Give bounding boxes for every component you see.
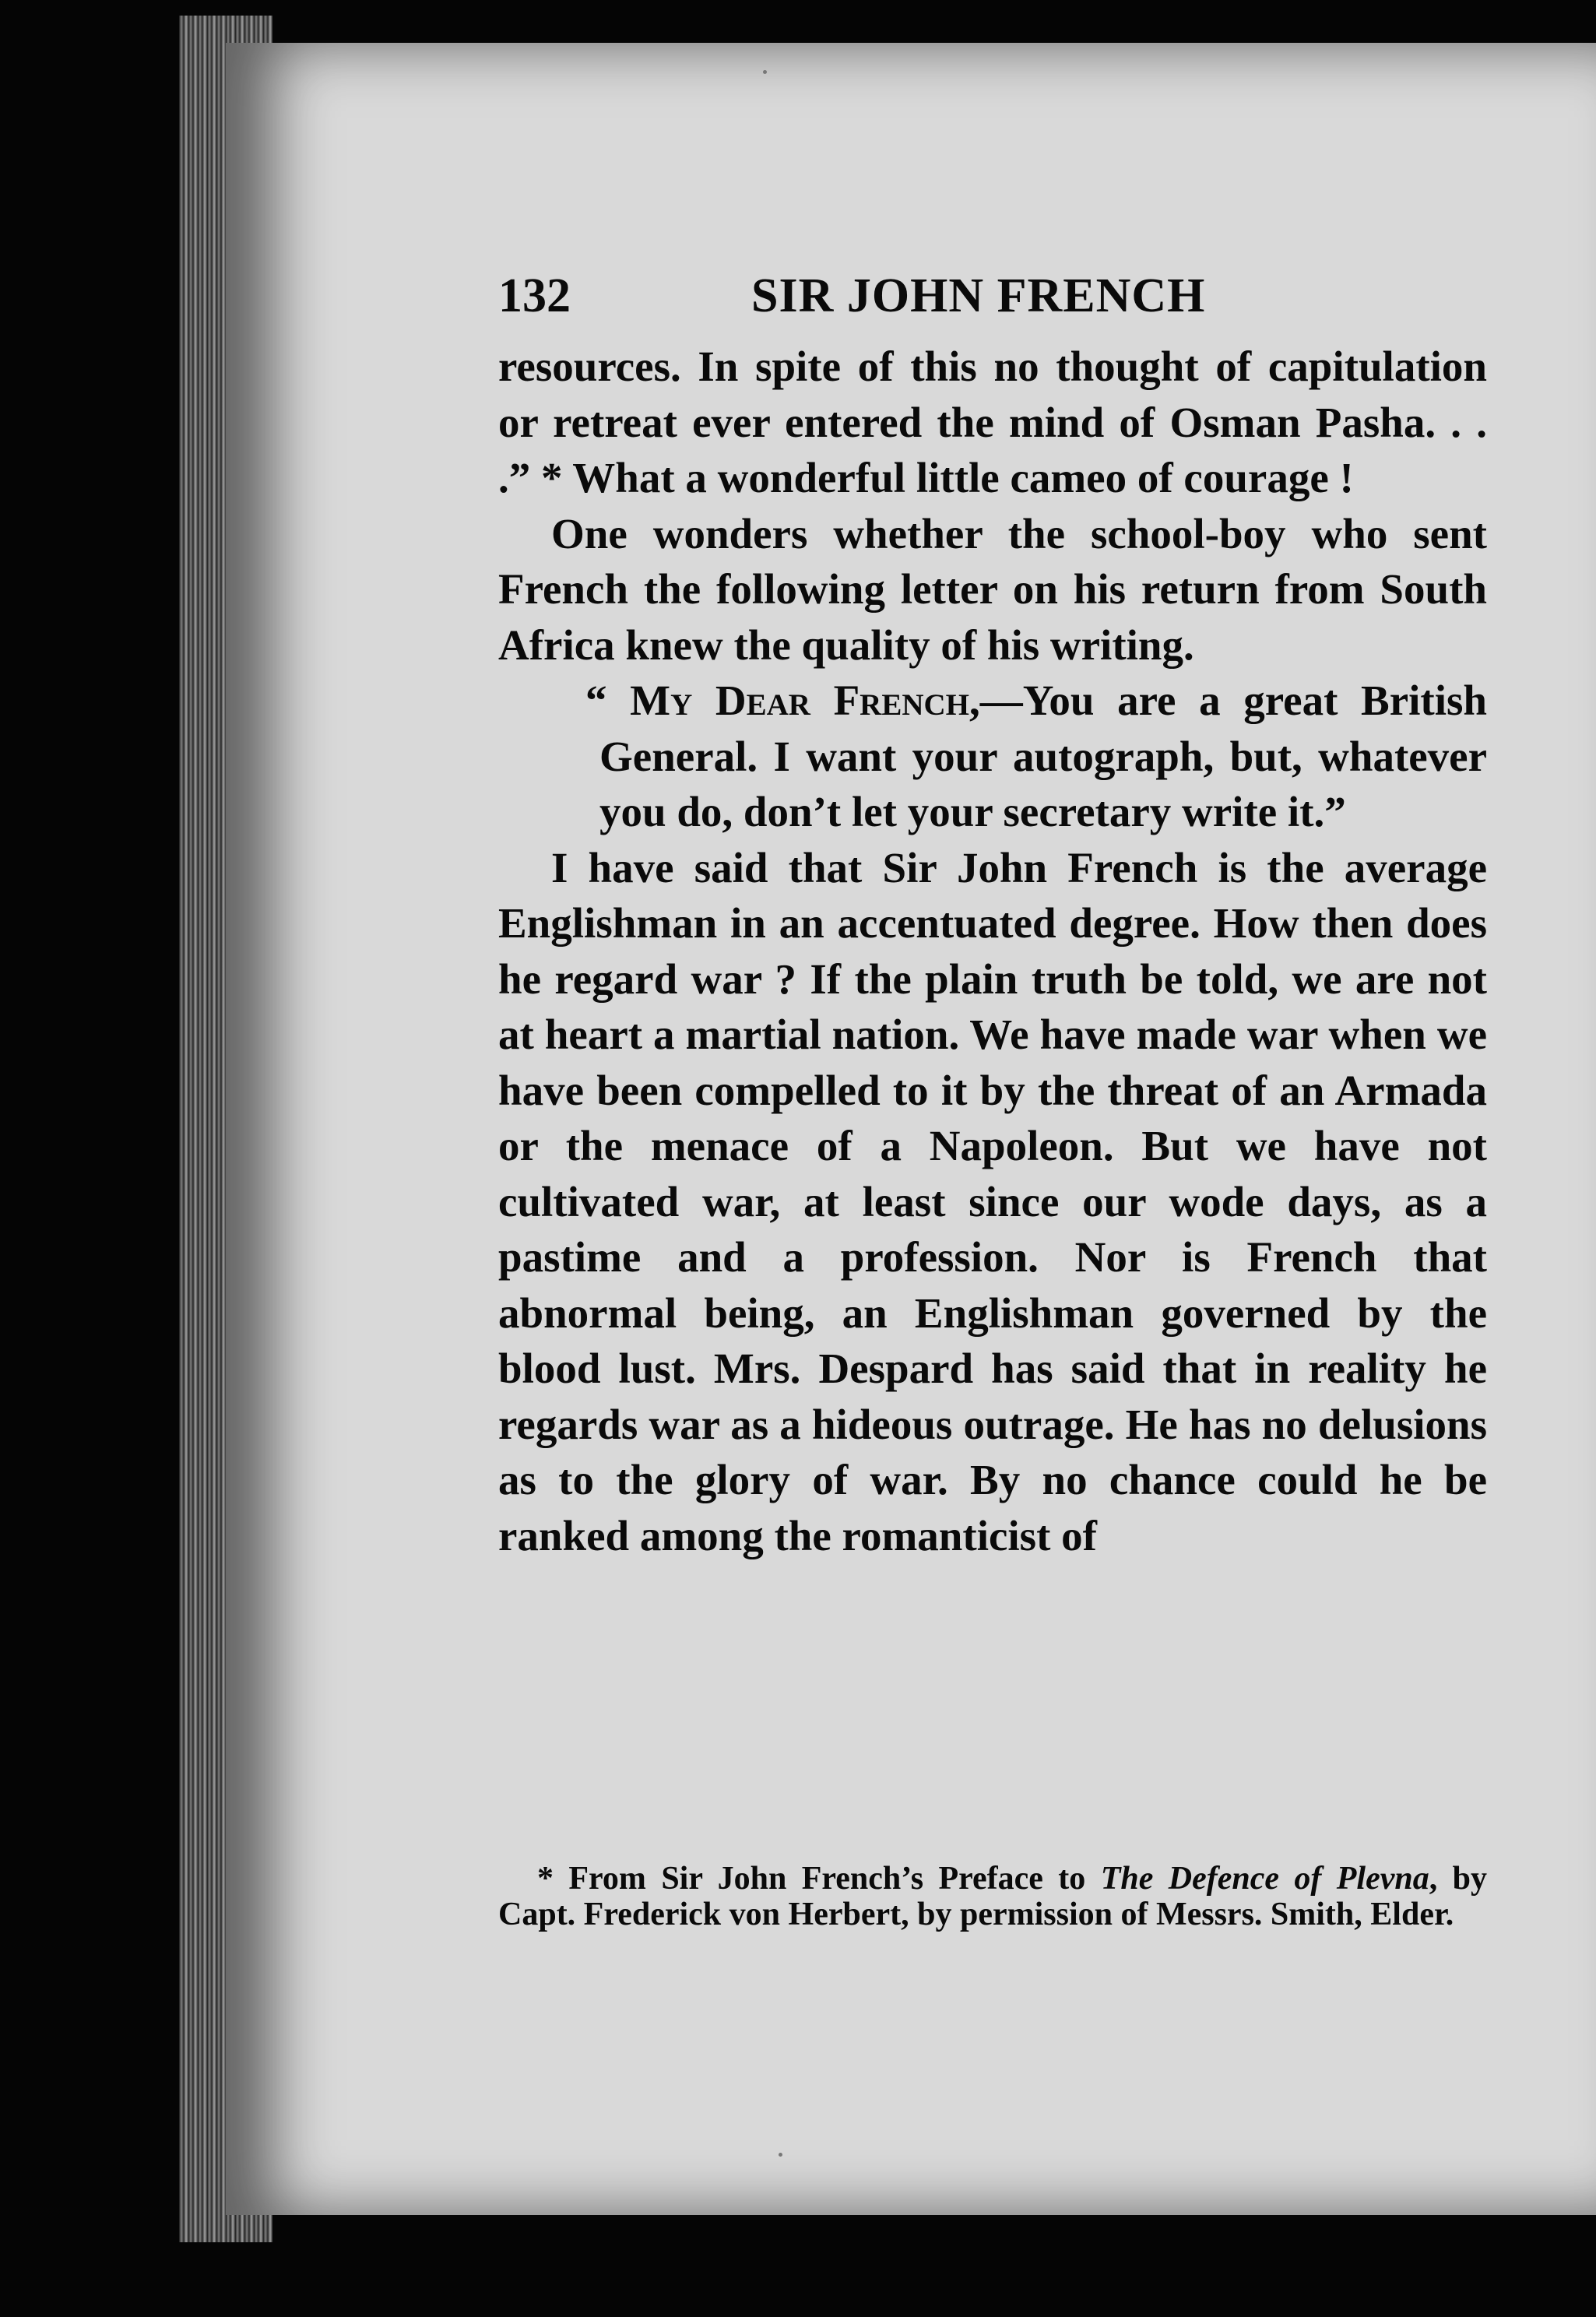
quote-salutation: My Dear French, [630,677,980,724]
page-body [498,339,1487,1563]
footnote [498,1861,1487,1932]
footnote-book-title: The Defence of Plevna [1100,1861,1429,1897]
page-number: 132 [498,269,571,322]
paragraph: resources. In spite of this no thought of capitulation or retreat ever entered the mind of Osman Pasha. . . .” * What a wonderful little cameo of courage ! [498,343,1487,501]
footnote-tail: , by Capt. Frederick von Herbert, by permission of Messrs. Smith, Elder. [498,1861,1487,1932]
footnote-text [498,1861,1487,1932]
paragraph: One wonders whether the school-boy who sent French the following letter on his return from South Africa knew the quality of his writing. [498,509,1487,669]
running-header [498,269,1487,323]
quote-open: “ [585,677,631,724]
running-title: SIR JOHN FRENCH [751,269,1206,322]
footnote-lead: * From Sir John French’s Preface to [537,1861,1101,1897]
page-speck [779,2153,782,2157]
paragraph: I have said that Sir John French is the average Englishman in an accentuated degree. How then does he regard war ? If the plain truth be told, we are not at heart a martial nation. We have made war when we have been compelled to it by the threat of an Armada or the menace of a Napoleon. But we have not cultivated war, at least since our wode days, as a pastime and a profession. Nor is French that abnormal being, an Englishman governed by the blood lust. Mrs. Despard has said that in reality he regards war as a hideous outrage. He has no delusions as to the glory of war. By no chance could he be ranked among the romanticist of [498,843,1487,1559]
letter-quote [585,673,1488,840]
page-speck [763,70,767,74]
quote-text: —You are a great British General. I want your autograph, but, whatever you do, don’t let your secretary write it.” [599,677,1488,835]
